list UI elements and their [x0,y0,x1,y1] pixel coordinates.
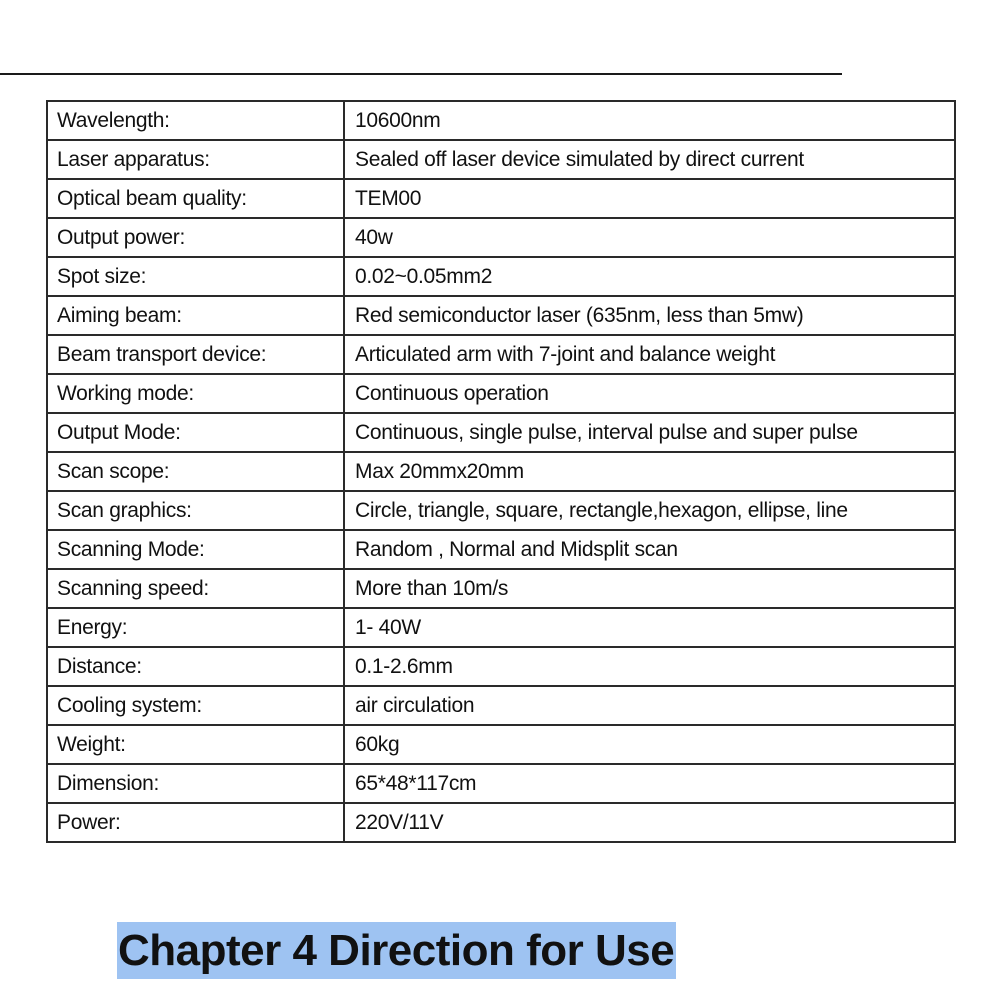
spec-label: Spot size: [47,257,344,296]
spec-value: 40w [344,218,955,257]
spec-row [47,101,955,140]
spec-label: Optical beam quality: [47,179,344,218]
spec-row [47,257,955,296]
spec-value: Random , Normal and Midsplit scan [344,530,955,569]
spec-row [47,686,955,725]
spec-value: 0.02~0.05mm2 [344,257,955,296]
spec-row [47,179,955,218]
spec-value: Continuous, single pulse, interval pulse and super pulse [344,413,955,452]
spec-value: TEM00 [344,179,955,218]
spec-row [47,374,955,413]
spec-row [47,764,955,803]
spec-label: Power: [47,803,344,842]
spec-label: Weight: [47,725,344,764]
spec-label: Wavelength: [47,101,344,140]
spec-row [47,140,955,179]
spec-value: Sealed off laser device simulated by direct current [344,140,955,179]
spec-row [47,725,955,764]
spec-label: Laser apparatus: [47,140,344,179]
spec-value: Red semiconductor laser (635nm, less than 5mw) [344,296,955,335]
spec-label: Scanning speed: [47,569,344,608]
spec-value: Max 20mmx20mm [344,452,955,491]
spec-label: Energy: [47,608,344,647]
spec-row [47,569,955,608]
spec-label: Distance: [47,647,344,686]
spec-value: Articulated arm with 7-joint and balance weight [344,335,955,374]
spec-label: Output Mode: [47,413,344,452]
spec-label: Aiming beam: [47,296,344,335]
spec-label: Dimension: [47,764,344,803]
spec-row [47,335,955,374]
chapter-heading: Chapter 4 Direction for Use [117,922,676,979]
spec-label: Output power: [47,218,344,257]
spec-row [47,218,955,257]
spec-value: 65*48*117cm [344,764,955,803]
spec-row [47,530,955,569]
spec-row [47,491,955,530]
spec-label: Beam transport device: [47,335,344,374]
spec-row [47,803,955,842]
spec-value: Circle, triangle, square, rectangle,hexagon, ellipse, line [344,491,955,530]
spec-value: 0.1-2.6mm [344,647,955,686]
specifications-table [46,100,956,843]
spec-label: Working mode: [47,374,344,413]
spec-label: Scanning Mode: [47,530,344,569]
spec-value: 1- 40W [344,608,955,647]
spec-label: Scan scope: [47,452,344,491]
spec-value: 60kg [344,725,955,764]
spec-value: More than 10m/s [344,569,955,608]
specifications-table-body [47,101,955,842]
spec-row [47,452,955,491]
spec-value: 10600nm [344,101,955,140]
spec-value: 220V/11V [344,803,955,842]
spec-row [47,296,955,335]
spec-label: Cooling system: [47,686,344,725]
spec-value: air circulation [344,686,955,725]
spec-label: Scan graphics: [47,491,344,530]
spec-row [47,608,955,647]
spec-value: Continuous operation [344,374,955,413]
top-divider-line [0,73,842,75]
spec-row [47,647,955,686]
spec-row [47,413,955,452]
